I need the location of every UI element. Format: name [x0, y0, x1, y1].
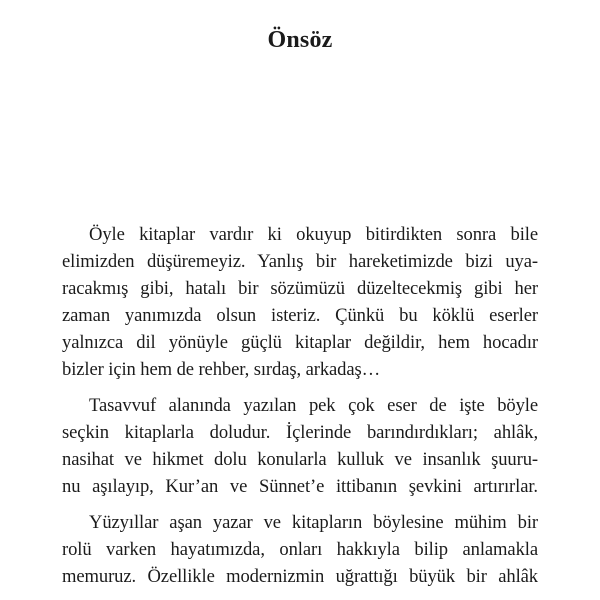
paragraph-3 [62, 509, 538, 590]
text-line: nasihat ve hikmet dolu konularla kulluk ve insanlık şuuru- [62, 449, 538, 470]
text-line: elimizden düşüremeyiz. Yanlış bir hareketimizde bizi uya- [62, 251, 538, 272]
body-text [62, 221, 538, 599]
text-line: yalnızca dil yönüyle güçlü kitaplar değildir, hem hocadır [62, 332, 538, 353]
text-line: seçkin kitaplarla doludur. İçlerinde barındırdıkları; ahlâk, [62, 422, 538, 443]
text-line: nu aşılayıp, Kur’an ve Sünnet’e ittibanın şevkini artırırlar. [62, 476, 538, 497]
text-line: Yüzyıllar aşan yazar ve kitapların böylesine mühim bir [89, 512, 538, 533]
text-line: bizler için hem de rehber, sırdaş, arkadaş… [62, 359, 381, 380]
text-line: zaman yanımızda olsun isteriz. Çünkü bu köklü eserler [62, 305, 538, 326]
text-line: rolü varken hayatımızda, onları hakkıyla bilip anlamakla [62, 539, 538, 560]
text-line: Tasavvuf alanında yazılan pek çok eser de işte böyle [89, 395, 538, 416]
paragraph-1 [62, 221, 538, 383]
text-line: memuruz. Özellikle modernizmin uğrattığı büyük bir ahlâk [62, 566, 538, 587]
text-line: Öyle kitaplar vardır ki okuyup bitirdikten sonra bile [89, 224, 538, 245]
text-line: racakmış gibi, hatalı bir sözümüzü düzeltecekmiş gibi her [62, 278, 538, 299]
page-title: Önsöz [267, 27, 333, 53]
paragraph-2 [62, 392, 538, 500]
